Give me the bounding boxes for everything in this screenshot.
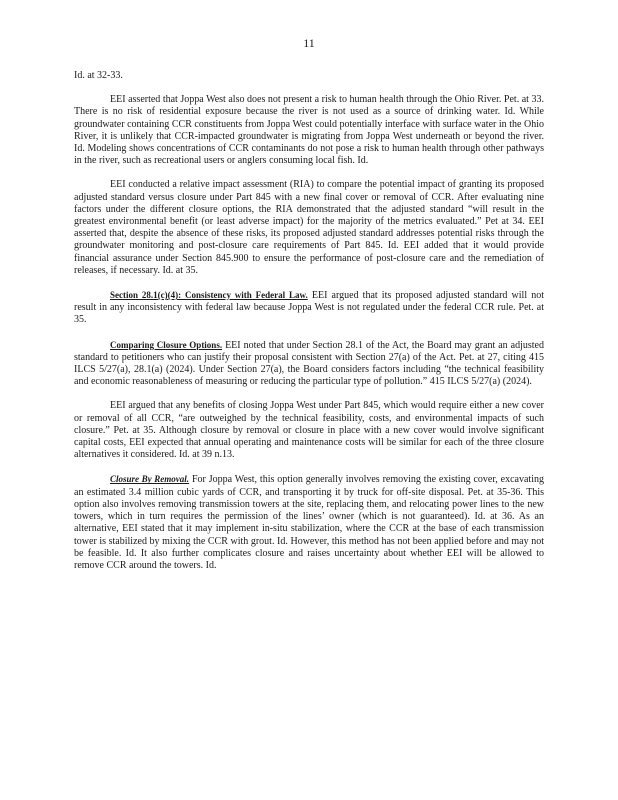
- paragraph-text: EEI argued that its proposed adjusted standard will not result in any inconsistency with federal law because Joppa West is not regulated under the federal CCR rule. Pet. at 35.: [74, 290, 544, 326]
- section-heading: Comparing Closure Options.: [110, 339, 223, 350]
- section-heading: Closure By Removal.: [110, 474, 190, 485]
- paragraph-human-health: [74, 94, 544, 167]
- paragraph-citation: [74, 70, 544, 82]
- paragraph-text: EEI asserted that Joppa West also does not present a risk to human health through the Ohio River. Pet. at 33. There is no risk of residential exposure because the river is not used as a source of drinking water. Id. While groundwater containing CCR constituents from Joppa West could potentially interface with surface water in the Ohio River, it is unlikely that CCR-impacted groundwater is migrating from Joppa West underneath or beyond the river. Id. Modeling shows concentrations of CCR contaminants do not pose a risk to human health through other pathways in the river, such as recreational users or anglers consuming local fish. Id.: [74, 94, 544, 167]
- paragraph-text: EEI argued that any benefits of closing Joppa West under Part 845, which would require either a new cover or removal of all CCR, “are outweighed by the technical feasibility, costs, and environmental impacts of such closure.” Pet. at 35. Although closure by removal or closure in place with a new cover would involve significant capital costs, EEI expected that annual operating and maintenance costs will be similar for each of the three closure alternatives it considered. Id. at 39 n.13.: [74, 400, 544, 461]
- paragraph-ria: [74, 179, 544, 277]
- page-number: 11: [303, 36, 315, 50]
- paragraph-closure-options: [74, 339, 544, 389]
- paragraph-benefits: [74, 400, 544, 461]
- paragraph-federal-law: [74, 289, 544, 327]
- paragraph-text: For Joppa West, this option generally involves removing the existing cover, excavating an estimated 3.4 million cubic yards of CCR, and transporting it by truck for off-site disposal. Pet. at 35-36. This option also involves removing transmission towers at the site, replacing them, and relocating power lines to the new towers, which in turn requires the permission of the lines’ owner (which is not guaranteed). Id. at 36. As an alternative, EEI stated that it may implement in-situ stabilization, where the CCR at the base of each transmission tower is stabilized by mixing the CCR with grout. Id. However, this method has not been applied before and may not be feasible. Id. It also further complicates closure and raises uncertainty about whether EEI will be allowed to remove CCR around the towers. Id.: [74, 474, 544, 571]
- document-body: [74, 70, 544, 584]
- section-heading: Section 28.1(c)(4): Consistency with Federal Law.: [110, 290, 308, 301]
- paragraph-text: Id. at 32-33.: [74, 70, 123, 81]
- paragraph-text: EEI conducted a relative impact assessment (RIA) to compare the potential impact of granting its proposed adjusted standard versus closure under Part 845 with a new final cover or removal of CCR. After evaluating nine factors under the different closure options, the RIA demonstrated that the adjusted standard “will result in the greatest environmental benefit (or least adverse impact) for the majority of the metrics evaluated.” Pet at 34. EEI asserted that, despite the absence of these risks, its proposed adjusted standard addresses potential risks through the groundwater monitoring and post-closure care requirements of Part 845. Id. EEI added that it would provide financial assurance under Section 845.900 to ensure the performance of post-closure care and the remediation of releases, if necessary. Id. at 35.: [74, 179, 544, 276]
- paragraph-closure-removal: [74, 473, 544, 572]
- paragraph-text: EEI noted that under Section 28.1 of the Act, the Board may grant an adjusted standard to petitioners who can justify their proposal consistent with Section 27(a) of the Act. Pet. at 27, citing 415 ILCS 5/27(a), 28.1(a) (2024). Under Section 27(a), the Board considers factors including “the technical feasibility and economic reasonableness of measuring or reducing the particular type of pollution.” 415 ILCS 5/27(a) (2024).: [74, 339, 544, 388]
